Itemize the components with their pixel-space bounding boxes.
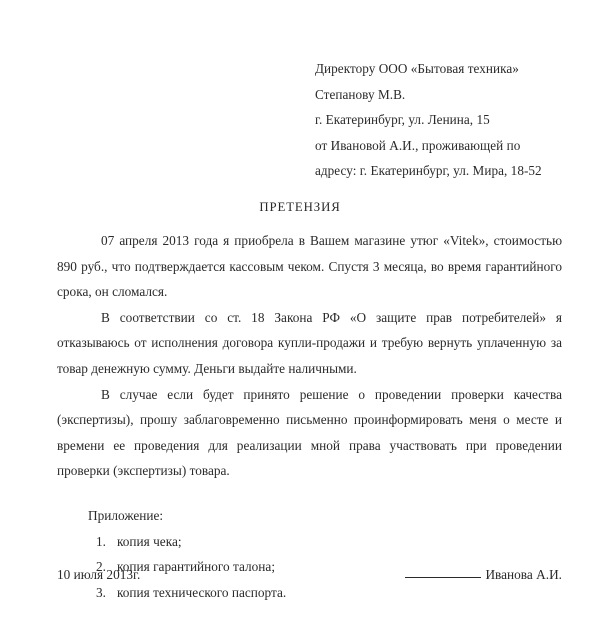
paragraph-purchase-details: 07 апреля 2013 года я приобрела в Вашем магазине утюг «Vitek», стоимостью 890 руб., что подтверждается кассовым чеком. Спустя 3 месяца, во время гарантийного срока, он сломался. (57, 233, 562, 300)
addressee-line-director: Директору ООО «Бытовая техника» (315, 61, 519, 76)
signature-name: Иванова А.И. (485, 567, 562, 582)
list-item: копия чека; (117, 533, 182, 549)
paragraph-legal-demand: В соответствии со ст. 18 Закона РФ «О защите прав потребителей» я отказываюсь от исполнения договора купли-продажи и требую вернуть уплаченную за товар денежную сумму. Деньги выдайте наличными. (57, 309, 562, 376)
signature-area (405, 565, 562, 585)
signature-line (405, 577, 481, 578)
attachments-label: Приложение: (88, 507, 164, 523)
paragraph-expertise-notice: В случае если будет принято решение о проведении проверки качества (экспертизы), прошу заблаговременно письменно проинформировать меня о месте и времени ее проведения для реализации мной права участвовать при проведении проверки (экспертизы) товара. (57, 386, 562, 479)
addressee-line-director-name: Степанову М.В. (315, 86, 406, 102)
attachments-section (57, 503, 562, 605)
document-footer (57, 565, 562, 585)
document-title: ПРЕТЕНЗИЯ (259, 200, 341, 214)
footer-date: 10 июля 2013г. (57, 567, 141, 582)
document-body (57, 228, 562, 605)
list-item: копия гарантийного талона; (117, 559, 276, 575)
addressee-line-sender: от Ивановой А.И., проживающей по (315, 137, 521, 153)
addressee-line-company-address: г. Екатеринбург, ул. Ленина, 15 (315, 112, 490, 127)
addressee-line-sender-address: адресу: г. Екатеринбург, ул. Мира, 18-52 (315, 163, 542, 178)
list-item: копия технического паспорта. (117, 584, 287, 600)
addressee-block (315, 56, 585, 184)
